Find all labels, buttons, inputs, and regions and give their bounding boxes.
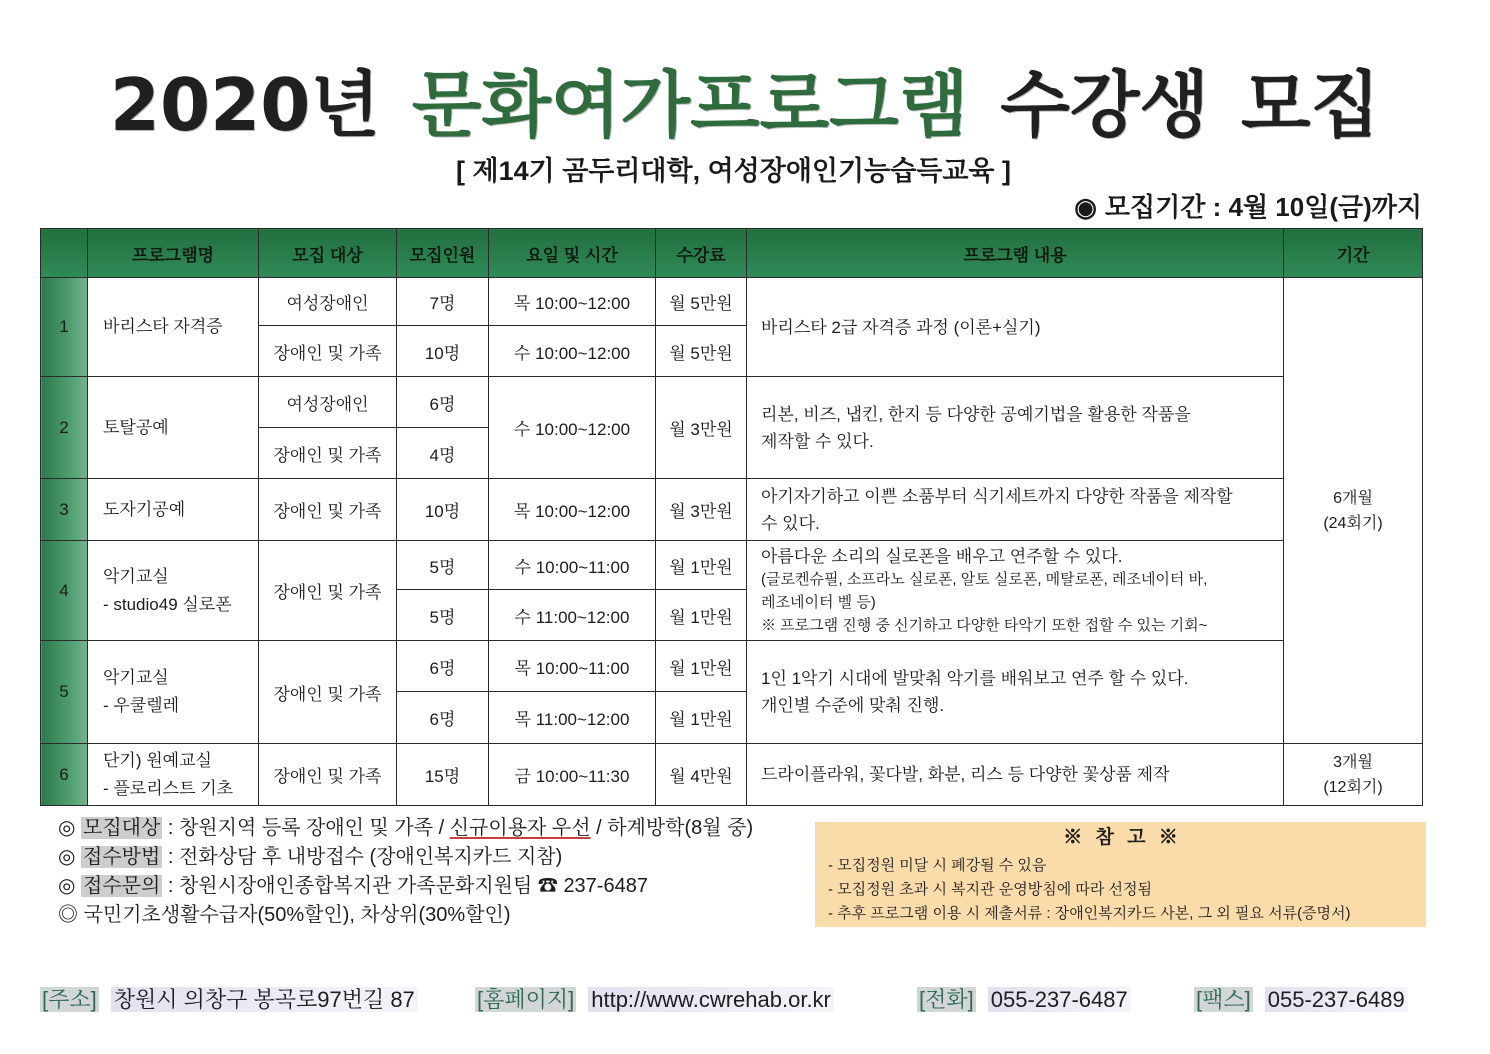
period-cell <box>1284 278 1423 744</box>
table-row <box>41 744 1423 806</box>
table-header-row <box>41 229 1423 278</box>
title-recruit: 모집 <box>1240 63 1381 147</box>
capacity-cell: 10명 <box>397 479 489 541</box>
program-name <box>88 479 259 541</box>
content-line: 수 있다. <box>761 513 820 533</box>
subtitle: [ 제14기 곰두리대학, 여성장애인기능습득교육 ] <box>456 156 1011 186</box>
fee-cell: 월 1만원 <box>656 590 747 641</box>
phone-icon: ☎ <box>537 875 558 897</box>
recruit-period-text: 모집기간 : 4월 10일(금)까지 <box>1104 192 1422 222</box>
footer-fax <box>1194 985 1408 1015</box>
content-line: 제작할 수 있다. <box>761 431 874 451</box>
header-content: 프로그램 내용 <box>747 229 1284 278</box>
content-line: 아기자기하고 이쁜 소품부터 식기세트까지 다양한 작품을 제작할 <box>761 486 1233 506</box>
table-row <box>41 479 1423 541</box>
footer-value: 055-237-6487 <box>988 987 1131 1012</box>
target-bullet-icon: ◉ <box>1074 192 1097 222</box>
program-name-line: 바리스타 자격증 <box>103 317 223 336</box>
period-sessions: (12회기) <box>1323 778 1383 796</box>
program-name-line: - studio49 실로폰 <box>103 594 232 614</box>
program-name <box>88 377 259 479</box>
note-bullet-icon: ◎ <box>58 875 76 897</box>
content-cell <box>747 641 1284 744</box>
schedule-cell: 수 10:00~12:00 <box>489 326 656 377</box>
note-bullet-icon: ◎ <box>58 846 76 868</box>
target-cell: 여성장애인 <box>259 377 397 428</box>
target-cell: 장애인 및 가족 <box>259 641 397 744</box>
schedule-cell: 목 11:00~12:00 <box>489 692 656 744</box>
program-name-line: - 우쿨렐레 <box>103 696 180 715</box>
note-inquiry <box>58 872 753 901</box>
note-text: 창원시장애인종합복지관 가족문화지원팀 <box>178 875 533 897</box>
target-cell: 장애인 및 가족 <box>259 479 397 541</box>
reference-title: ※ 참 고 ※ <box>1063 827 1178 848</box>
footer-value: 창원시 의창구 봉곡로97번길 87 <box>111 987 418 1012</box>
target-cell: 장애인 및 가족 <box>259 744 397 806</box>
program-name-line: 토탈공예 <box>103 417 169 437</box>
note-text-after: / 하계방학(8월 중) <box>596 817 754 839</box>
footer-address <box>40 985 418 1015</box>
content-line: 드라이플라워, 꽃다발, 화분, 리스 등 다양한 꽃상품 제작 <box>761 765 1170 784</box>
capacity-cell: 7명 <box>397 278 489 326</box>
footer-label: [팩스] <box>1196 987 1251 1012</box>
content-line: ※ 프로그램 진행 중 신기하고 다양한 타악기 또한 접할 수 있는 기회~ <box>761 616 1208 634</box>
capacity-cell: 4명 <box>397 428 489 479</box>
reference-item: - 모집정원 초과 시 복지관 운영방침에 따라 선정됨 <box>828 881 1152 898</box>
note-application-method <box>58 843 753 872</box>
note-text: 전화상담 후 내방접수 (장애인복지카드 지참) <box>178 846 563 868</box>
content-line: 레조네이터 벨 등) <box>761 593 876 611</box>
content-line: 1인 1악기 시대에 발맞춰 악기를 배워보고 연주 할 수 있다. <box>761 669 1189 688</box>
target-cell: 장애인 및 가족 <box>259 541 397 641</box>
note-priority: 신규이용자 우선 <box>449 817 591 839</box>
table-row <box>41 641 1423 692</box>
program-number: 3 <box>41 479 88 541</box>
target-cell: 장애인 및 가족 <box>259 428 397 479</box>
footer-label: [주소] <box>42 987 97 1012</box>
fee-cell: 월 1만원 <box>656 541 747 590</box>
page-title <box>0 64 1490 146</box>
program-name <box>88 278 259 377</box>
header-target: 모집 대상 <box>259 229 397 278</box>
fee-cell: 월 3만원 <box>656 479 747 541</box>
note-recruit-target <box>58 814 753 843</box>
program-number: 1 <box>41 278 88 377</box>
table-row <box>41 377 1423 428</box>
content-cell <box>747 541 1284 641</box>
fee-cell: 월 1만원 <box>656 641 747 692</box>
footer-phone <box>917 985 1131 1015</box>
target-cell: 여성장애인 <box>259 278 397 326</box>
reference-item: - 모집정원 미달 시 폐강될 수 있음 <box>828 857 1047 874</box>
header-capacity: 모집인원 <box>397 229 489 278</box>
table-row <box>41 278 1423 326</box>
reference-box <box>815 822 1426 927</box>
note-phone: 237-6487 <box>563 875 648 897</box>
schedule-cell: 목 10:00~11:00 <box>489 641 656 692</box>
program-name-line: 도자기공예 <box>103 499 186 519</box>
footer-homepage <box>475 985 834 1015</box>
fee-cell: 월 5만원 <box>656 326 747 377</box>
content-line: 바리스타 2급 자격증 과정 (이론+실기) <box>761 317 1041 337</box>
note-label: 접수문의 <box>83 875 161 897</box>
program-number: 5 <box>41 641 88 744</box>
title-program: 문화여가프로그램 <box>411 63 969 147</box>
program-name-line: 악기교실 <box>103 566 169 586</box>
content-cell <box>747 479 1284 541</box>
note-text: 국민기초생활수급자(50%할인), 차상위(30%할인) <box>83 904 511 926</box>
content-cell <box>747 278 1284 377</box>
capacity-cell: 6명 <box>397 641 489 692</box>
capacity-cell: 6명 <box>397 377 489 428</box>
schedule-cell: 목 10:00~12:00 <box>489 479 656 541</box>
title-students: 수강생 <box>1000 63 1209 147</box>
header-program-name: 프로그램명 <box>88 229 259 278</box>
note-colon: : <box>167 846 174 868</box>
capacity-cell: 5명 <box>397 541 489 590</box>
program-name <box>88 744 259 806</box>
footer-label: [전화] <box>919 987 974 1012</box>
fee-cell: 월 3만원 <box>656 377 747 479</box>
note-label: 접수방법 <box>83 846 161 868</box>
note-label: 모집대상 <box>83 817 161 839</box>
target-cell: 장애인 및 가족 <box>259 326 397 377</box>
schedule-cell: 금 10:00~11:30 <box>489 744 656 806</box>
notes-section <box>58 814 753 930</box>
footer-label: [홈페이지] <box>477 987 575 1012</box>
fee-cell: 월 5만원 <box>656 278 747 326</box>
title-year: 2020년 <box>109 63 380 147</box>
footer-url: http://www.cwrehab.or.kr <box>588 987 834 1012</box>
capacity-cell: 15명 <box>397 744 489 806</box>
content-line: 아름다운 소리의 실로폰을 배우고 연주할 수 있다. <box>761 546 1123 566</box>
period-cell <box>1284 744 1423 806</box>
content-line: (글로켄슈필, 소프라노 실로폰, 알토 실로폰, 메탈로폰, 레조네이터 바, <box>761 570 1208 588</box>
header-schedule: 요일 및 시간 <box>489 229 656 278</box>
program-name-line: - 플로리스트 기초 <box>103 778 234 798</box>
recruit-period <box>1074 190 1422 224</box>
program-name-line: 단기) 원예교실 <box>103 750 212 770</box>
note-colon: : <box>167 817 174 839</box>
capacity-cell: 6명 <box>397 692 489 744</box>
header-period: 기간 <box>1284 229 1423 278</box>
content-line: 리본, 비즈, 냅킨, 한지 등 다양한 공예기법을 활용한 작품을 <box>761 404 1191 424</box>
schedule-cell: 수 10:00~12:00 <box>489 377 656 479</box>
program-name <box>88 641 259 744</box>
note-colon: : <box>167 875 174 897</box>
header-number <box>41 229 88 278</box>
capacity-cell: 5명 <box>397 590 489 641</box>
schedule-cell: 목 10:00~12:00 <box>489 278 656 326</box>
content-cell <box>747 377 1284 479</box>
table-row <box>41 541 1423 590</box>
program-number: 6 <box>41 744 88 806</box>
program-number: 2 <box>41 377 88 479</box>
schedule-cell: 수 10:00~11:00 <box>489 541 656 590</box>
note-text: 창원지역 등록 장애인 및 가족 / <box>178 817 445 839</box>
header-fee: 수강료 <box>656 229 747 278</box>
program-name-line: 악기교실 <box>103 668 169 687</box>
program-table <box>40 228 1423 806</box>
capacity-cell: 10명 <box>397 326 489 377</box>
footer-value: 055-237-6489 <box>1265 987 1408 1012</box>
note-bullet-icon: ◎ <box>58 904 78 926</box>
period-duration: 3개월 <box>1333 753 1373 771</box>
program-name <box>88 541 259 641</box>
fee-cell: 월 1만원 <box>656 692 747 744</box>
content-line: 개인별 수준에 맞춰 진행. <box>761 696 945 715</box>
period-sessions: (24회기) <box>1323 514 1383 532</box>
note-bullet-icon: ◎ <box>58 817 76 839</box>
schedule-cell: 수 11:00~12:00 <box>489 590 656 641</box>
period-duration: 6개월 <box>1333 489 1373 507</box>
note-discount <box>58 901 753 930</box>
program-number: 4 <box>41 541 88 641</box>
fee-cell: 월 4만원 <box>656 744 747 806</box>
content-cell <box>747 744 1284 806</box>
reference-item: - 추후 프로그램 이용 시 제출서류 : 장애인복지카드 사본, 그 외 필요 서류(증명서) <box>828 905 1351 922</box>
